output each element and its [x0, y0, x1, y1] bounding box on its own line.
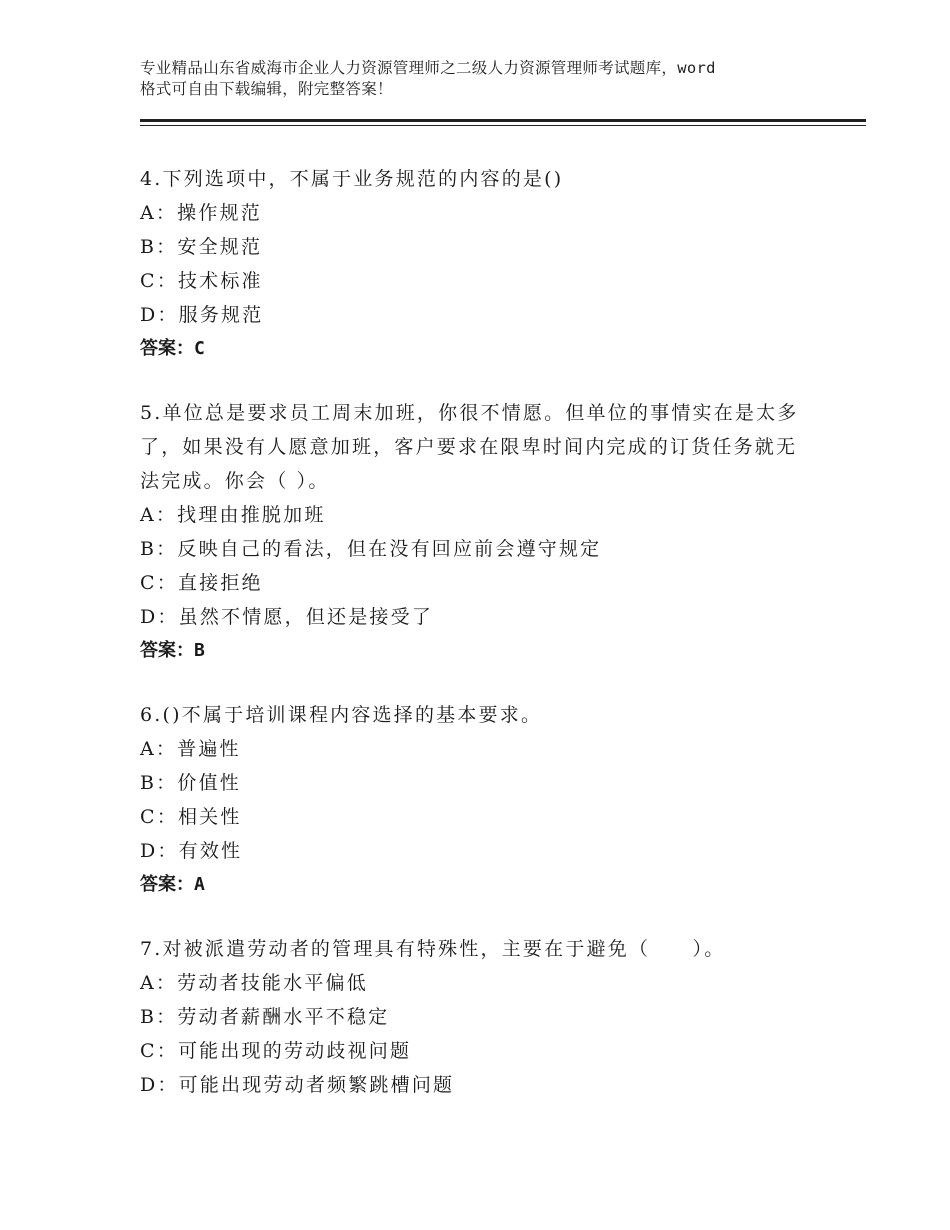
option-b: B：劳动者薪酬水平不稳定	[140, 1006, 390, 1028]
question-stem: 7.对被派遣劳动者的管理具有特殊性，主要在于避免（ ）。	[140, 938, 726, 960]
question-stem: 5.单位总是要求员工周末加班，你很不情愿。但单位的事情实在是太多了，如果没有人愿意加班，客户要求在限卑时间内完成的订货任务就无法完成。你会（ ）。	[140, 402, 799, 492]
option-d: D：有效性	[140, 840, 243, 862]
option-a: A：劳动者技能水平偏低	[140, 972, 368, 994]
option-b: B：价值性	[140, 772, 241, 794]
option-b: B：安全规范	[140, 236, 263, 258]
question-stem: 4.下列选项中，不属于业务规范的内容的是()	[140, 168, 564, 190]
answer-label: 答案：B	[140, 640, 205, 661]
option-d: D：可能出现劳动者频繁跳槽问题	[140, 1074, 455, 1096]
option-a: A：普遍性	[140, 738, 241, 760]
question-stem: 6.()不属于培训课程内容选择的基本要求。	[140, 704, 543, 726]
option-c: C：直接拒绝	[140, 572, 263, 594]
header-divider-thick	[140, 119, 866, 122]
option-d: D：虽然不情愿，但还是接受了	[140, 606, 434, 628]
answer-label: 答案：C	[140, 338, 205, 359]
question-7	[140, 932, 810, 1102]
question-5	[140, 396, 810, 668]
answer-label: 答案：A	[140, 874, 205, 895]
option-a: A：找理由推脱加班	[140, 504, 326, 526]
option-c: C：相关性	[140, 806, 242, 828]
question-4	[140, 162, 810, 366]
header-line-1: 专业精品山东省威海市企业人力资源管理师之二级人力资源管理师考试题库，word	[140, 59, 716, 77]
header-divider-thin	[140, 125, 866, 126]
option-c: C：可能出现的劳动歧视问题	[140, 1040, 412, 1062]
option-d: D：服务规范	[140, 304, 264, 326]
option-c: C：技术标准	[140, 270, 263, 292]
document-header	[140, 58, 840, 100]
question-6	[140, 698, 810, 902]
option-a: A：操作规范	[140, 202, 262, 224]
option-b: B：反映自己的看法，但在没有回应前会遵守规定	[140, 538, 602, 560]
header-line-2: 格式可自由下载编辑，附完整答案！	[140, 80, 393, 98]
question-list	[140, 162, 810, 1132]
